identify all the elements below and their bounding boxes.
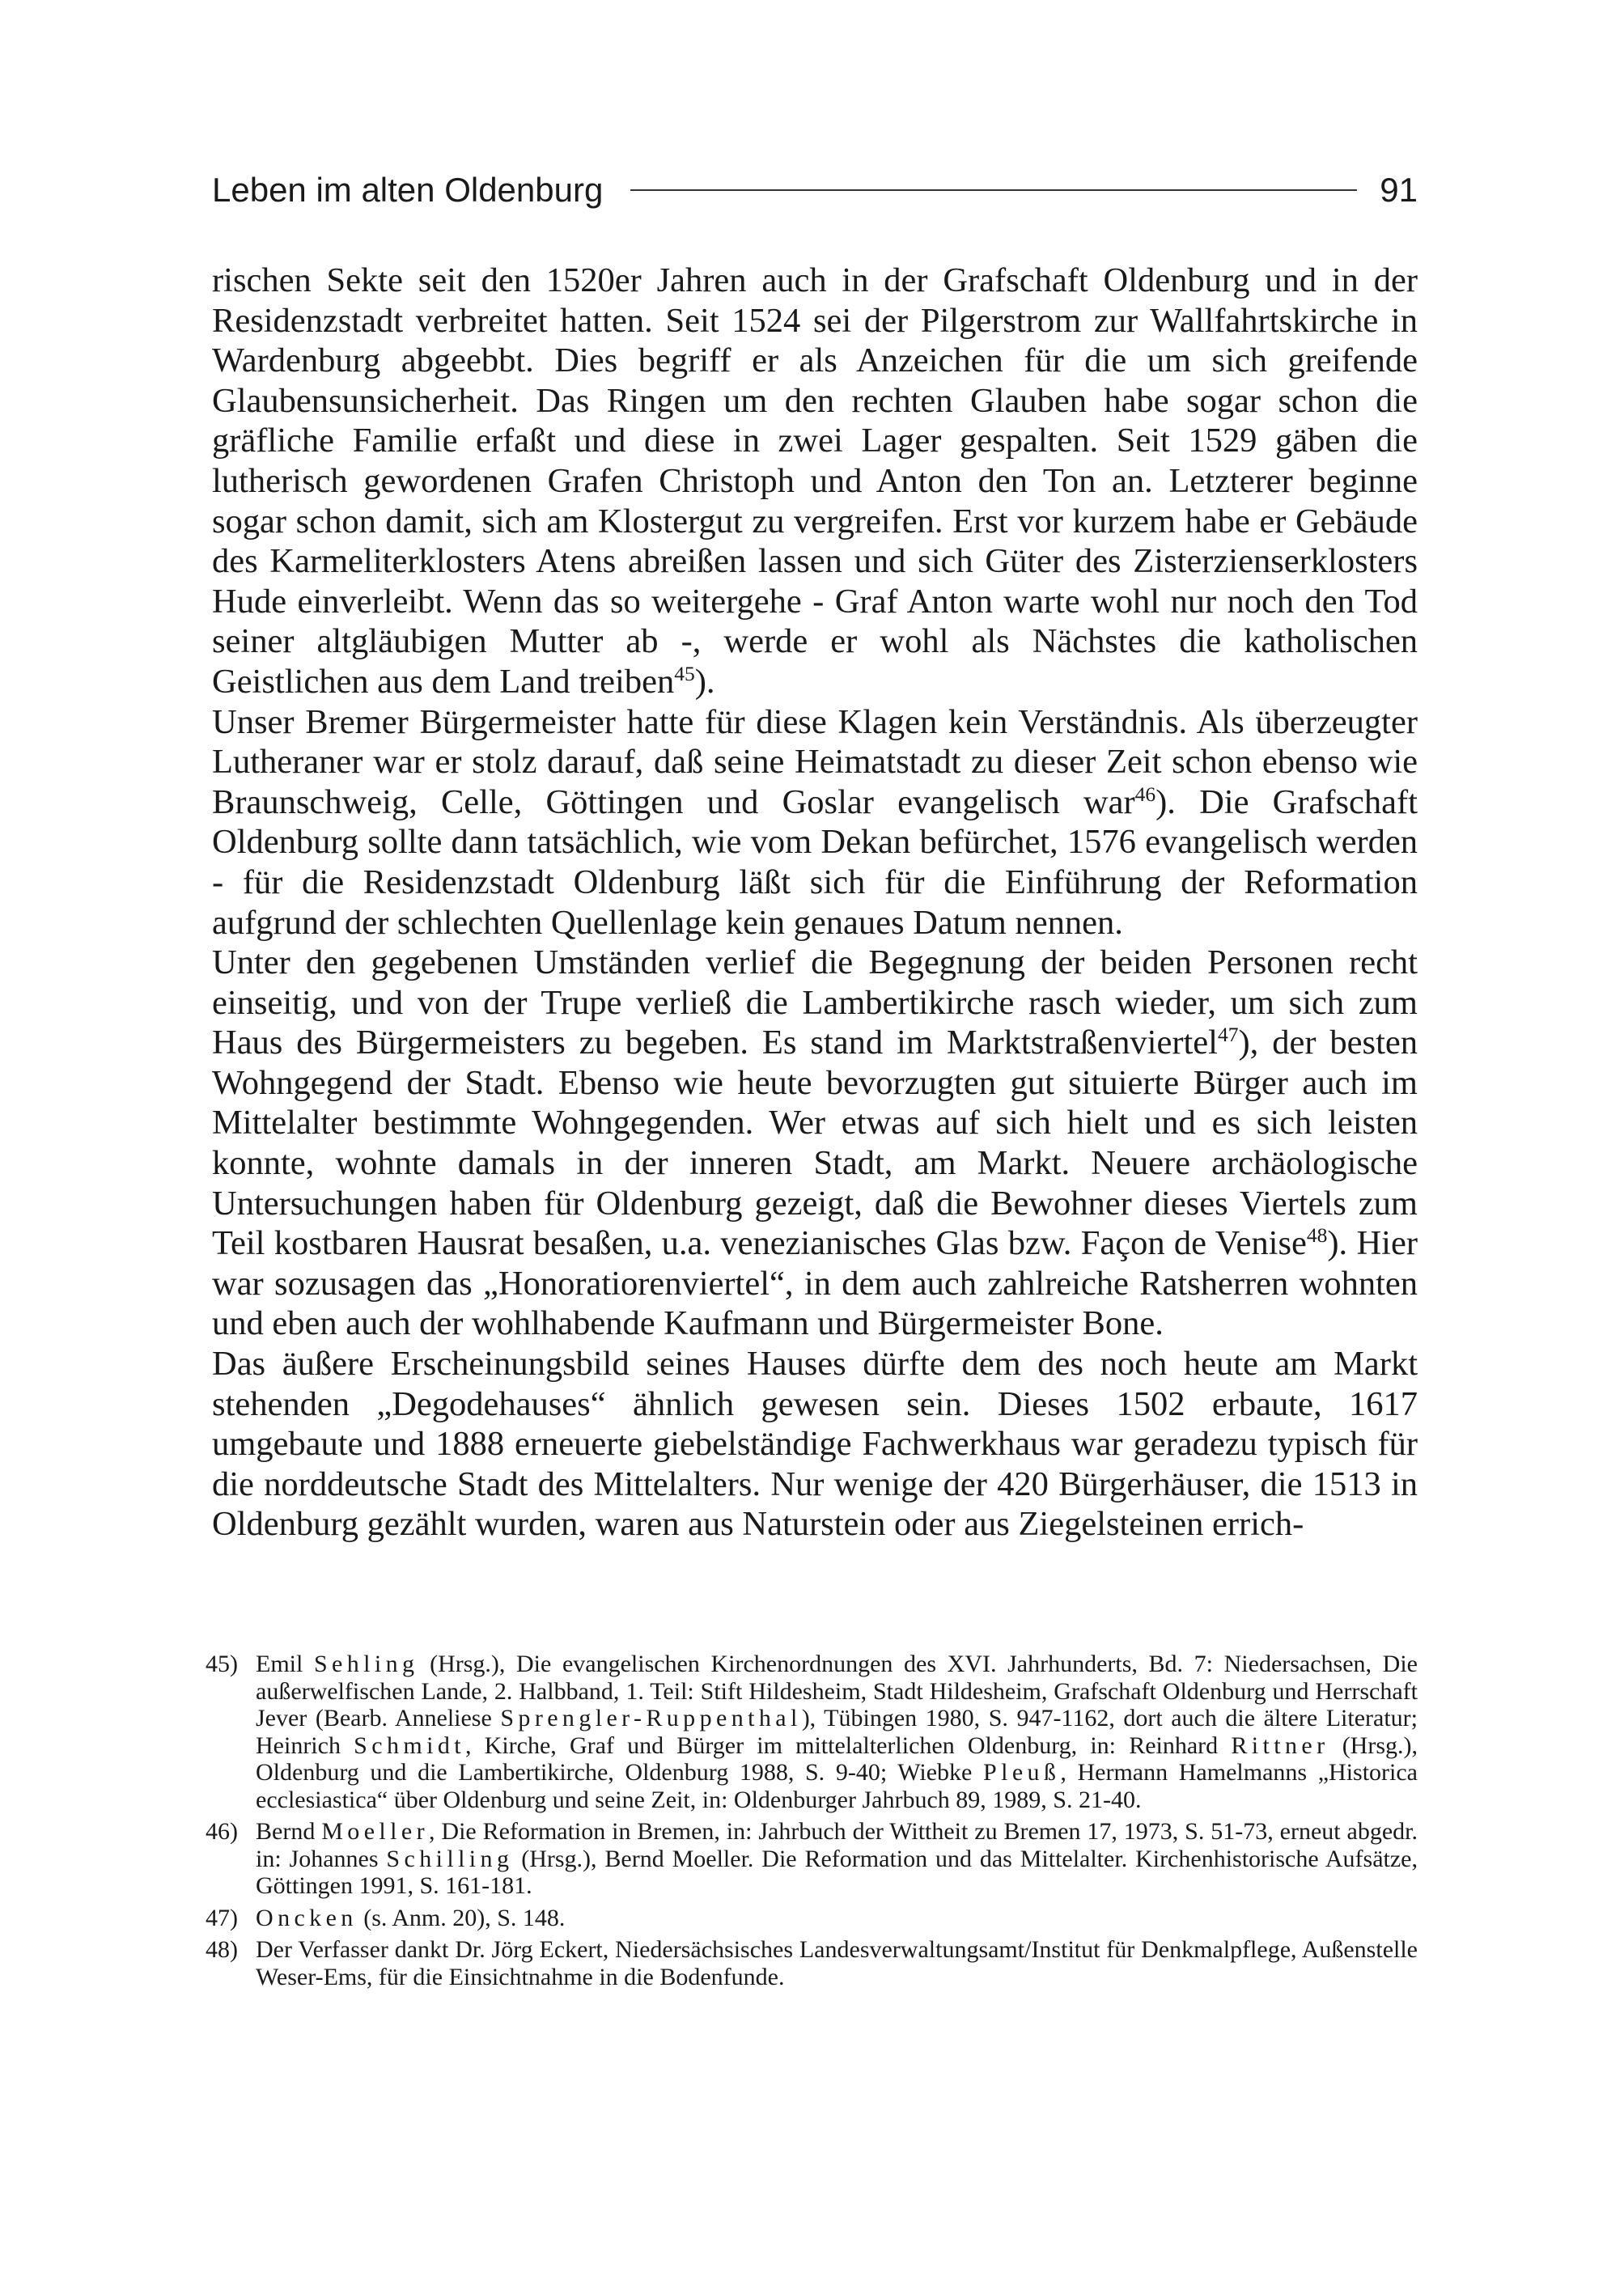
running-title: Leben im alten Oldenburg — [212, 171, 604, 209]
page-number: 91 — [1380, 171, 1418, 209]
footnotes — [206, 1651, 1418, 1995]
author-name: Sprengler-Ruppenthal — [500, 1705, 802, 1731]
paragraph-text: ). Hier war sozusagen das „Honoratiorenviertel“, in dem auch zahlreiche Ratsherren wohnten und eben auch der wohlhabende Kaufmann und Bürgermeister Bone. — [212, 1224, 1418, 1343]
footnote-text: Bernd — [256, 1818, 322, 1845]
footnote-text: (Hrsg.), Die evangelischen Kirchenordnungen des XVI. Jahrhunderts, Bd. 7: Niedersachsen, Die außerwelfischen Lande, 2. Halbband, 1. Teil: Stift Hildesheim, Stadt Hildesheim, Grafschaft Oldenburg und Herrschaft Jever (Bearb. Anneliese — [256, 1651, 1418, 1731]
footnote-48 — [206, 1936, 1418, 1990]
footnote-text: Der Verfasser dankt Dr. Jörg Eckert, Niedersächsisches Landesverwaltungsamt/Institut für Denkmalpflege, Außenstelle Weser-Ems, für die Einsichtnahme in die Bodenfunde. — [256, 1936, 1418, 1990]
footnote-text: (Hrsg.), Oldenburg und die Lambertikirche, Oldenburg 1988, S. 9-40; Wiebke — [256, 1731, 1418, 1786]
footnote-number: 47) — [206, 1904, 238, 1931]
footnote-46 — [206, 1818, 1418, 1900]
paragraph-4: Das äußere Erscheinungsbild seines Hauses dürfte dem des noch heute am Markt stehenden „Degodehauses“ ähnlich gewesen sein. Dieses 1502 erbaute, 1617 umgebaute und 1888 erneuerte giebelständige Fachwerkhaus war geradezu typisch für die norddeutsche Stadt des Mittelalters. Nur wenige der 420 Bürgerhäuser, die 1513 in Oldenburg gezählt wurden, waren aus Naturstein oder aus Ziegelsteinen errich- — [212, 1345, 1418, 1544]
footnote-text: , Kirche, Graf und Bürger im mittelalterlichen Oldenburg, in: Reinhard — [464, 1731, 1232, 1759]
header-rule — [630, 189, 1357, 191]
paragraph-2 — [212, 702, 1418, 943]
main-text — [212, 261, 1418, 1545]
footnote-ref-46[interactable]: 46 — [1134, 782, 1156, 806]
footnote-45 — [206, 1651, 1418, 1813]
running-header — [212, 166, 1418, 214]
footnote-number: 46) — [206, 1818, 238, 1845]
footnote-text: (s. Anm. 20), S. 148. — [357, 1904, 566, 1931]
author-name: Oncken — [256, 1904, 358, 1931]
footnote-47 — [206, 1904, 1418, 1932]
paragraph-text: ), der besten Wohngegend der Stadt. Ebenso wie heute bevorzugten gut situierte Bürger auch im Mittelalter bestimmte Wohngegenden. Wer etwas auf sich hielt und es sich leisten konnte, wohnte damals in der inneren Stadt, am Markt. Neuere archäologische Untersuchungen haben für Oldenburg gezeigt, daß die Bewohner dieses Viertels zum Teil kostbaren Hausrat besaßen, u.a. venezianisches Glas bzw. Façon de Venise — [212, 1024, 1418, 1263]
paragraph-text: Unter den gegebenen Umständen verlief die Begegnung der beiden Personen recht einseitig, und von der Trupe verließ die Lambertikirche rasch wieder, um sich zum Haus des Bürgermeisters zu begeben. Es stand im Marktstraßenviertel — [212, 943, 1418, 1062]
footnote-number: 48) — [206, 1936, 238, 1963]
footnote-text: ), Tübingen 1980, S. 947-1162, dort auch die ältere Literatur; Heinrich — [256, 1705, 1418, 1759]
paragraph-text: rischen Sekte seit den 1520er Jahren auch in der Grafschaft Oldenburg und in der Residenzstadt verbreitet hatten. Seit 1524 sei der Pilgerstrom zur Wallfahrtskirche in Wardenburg abgeebbt. Dies begriff er als Anzeichen für die um sich greifende Glaubensunsicherheit. Das Ringen um den rechten Glauben habe sogar schon die gräfliche Familie erfaßt und diese in zwei Lager gespalten. Seit 1529 gäben die lutherisch gewordenen Grafen Christoph und Anton den Ton an. Letzterer beginne sogar schon damit, sich am Klostergut zu vergreifen. Erst vor kurzem habe er Gebäude des Karmeliterklosters Atens abreißen lassen und sich Güter des Zisterzienserklosters Hude einverleibt. Wenn das so weitergehe - Graf Anton warte wohl nur noch den Tod seiner altgläubigen Mutter ab -, werde er wohl als Nächstes die katholischen Geistlichen aus dem Land treiben — [212, 261, 1418, 701]
author-name: Pleuß — [983, 1759, 1061, 1786]
author-name: Schilling — [386, 1845, 514, 1872]
footnote-ref-48[interactable]: 48 — [1306, 1223, 1328, 1248]
author-name: Sehling — [313, 1651, 419, 1677]
paragraph-3 — [212, 943, 1418, 1344]
author-name: Rittner — [1231, 1731, 1329, 1759]
author-name: Moeller — [321, 1818, 430, 1845]
footnote-text: , Hermann Hamelmanns „Historica ecclesiastica“ über Oldenburg und seine Zeit, in: Oldenburger Jahrbuch 89, 1989, S. 21-40. — [256, 1759, 1418, 1813]
footnote-number: 45) — [206, 1651, 238, 1677]
author-name: Schmidt — [354, 1731, 465, 1759]
footnote-ref-47[interactable]: 47 — [1217, 1023, 1239, 1047]
footnote-text: Emil — [256, 1651, 314, 1677]
paragraph-text: ). — [694, 662, 715, 701]
footnote-text: , Die Reformation in Bremen, in: Jahrbuch der Wittheit zu Bremen 17, 1973, S. 51-73, erneut abgedr. in: Johannes — [256, 1818, 1418, 1872]
paragraph-text: Unser Bremer Bürgermeister hatte für diese Klagen kein Verständnis. Als überzeugter Lutheraner war er stolz darauf, daß seine Heimatstadt zu dieser Zeit schon ebenso wie Braunschweig, Celle, Göttingen und Goslar evangelisch war — [212, 702, 1418, 821]
paragraph-1 — [212, 261, 1418, 702]
footnote-ref-45[interactable]: 45 — [674, 661, 695, 685]
footnote-text: (Hrsg.), Bernd Moeller. Die Reformation und das Mittelalter. Kirchenhistorische Aufsätze, Göttingen 1991, S. 161-181. — [256, 1845, 1418, 1899]
paragraph-text: ). Die Grafschaft Oldenburg sollte dann tatsächlich, wie vom Dekan befürchet, 1576 evangelisch werden - für die Residenzstadt Oldenburg läßt sich für die Einführung der Reformation aufgrund der schlechten Quellenlage kein genaues Datum nennen. — [212, 782, 1418, 942]
